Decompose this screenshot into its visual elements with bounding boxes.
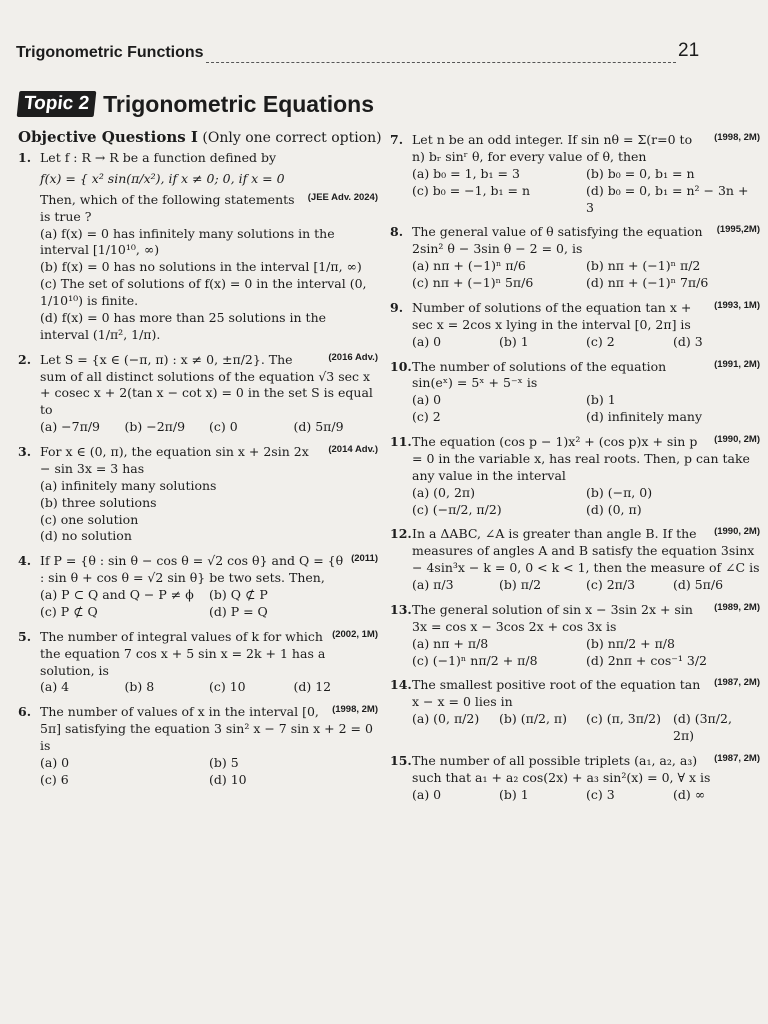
option-d: (d) b₀ = 0, b₁ = n² − 3n + 3 [586,182,749,215]
question-text: In a ΔABC, ∠A is greater than angle B. If the measures of angles A and B satisfy the equation 3sinx − 4sin³x − k = 0, 0 < k < 1, then the measure of ∠C is [412,526,760,576]
question-number: 4. [18,553,32,569]
section-heading [18,128,382,146]
option-c: (c) 2 [586,333,615,349]
question-number: 11. [390,434,412,449]
question-12 [390,526,760,594]
question-6 [18,704,378,788]
question-text: Let n be an odd integer. If sin nθ = Σ(r=0 to n) bᵣ sinʳ θ, for every value of θ, then [412,132,693,164]
option-c: (c) b₀ = −1, b₁ = n [412,182,531,198]
question-source-tag: (1993, 1M) [714,299,760,311]
question-source-tag: (2011) [351,553,378,565]
question-text: Number of solutions of the equation tan x + sec x = 2cos x lying in the interval [0, 2π] is [412,299,692,332]
question-source-tag: (2014 Adv.) [328,444,378,455]
option-b: (b) 1 [586,392,616,408]
option-c: (c) 10 [209,679,246,695]
section-note: (Only one correct option) [202,130,382,146]
question-text: The smallest positive root of the equation tan x − x = 0 lies in [412,677,701,710]
option-c: (c) 3 [586,786,615,802]
question-7 [390,132,760,216]
option-b: (b) 1 [499,333,529,349]
option-d: (d) ∞ [673,786,706,802]
question-5 [18,629,378,697]
question-number: 14. [390,677,412,693]
option-b: (b) 1 [499,786,529,802]
question-8 [390,224,760,292]
option-a: (a) 0 [40,754,70,770]
option-b: (b) b₀ = 0, b₁ = n [586,165,695,181]
option-c: (c) 0 [209,419,238,435]
page-header [16,40,706,70]
option-a: (a) 0 [412,786,442,802]
question-number: 1. [18,150,32,165]
option-c: (c) (π, 3π/2) [586,711,661,727]
option-d: (d) 5π/6 [673,577,724,592]
section-label: Objective Questions I [18,128,198,146]
question-text: Let f : R → R be a function defined by [40,150,277,165]
option-a: (a) 4 [40,679,70,695]
question-2 [18,352,378,436]
option-c: (c) one solution [40,511,139,527]
question-source-tag: (2016 Adv.) [328,351,378,363]
option-a: (a) P ⊂ Q and Q − P ≠ ϕ [40,587,194,602]
question-source-tag: (1987, 2M) [714,752,760,764]
option-d: (d) f(x) = 0 has more than 25 solutions in the interval (1/π², 1/π). [40,309,327,342]
question-source-tag: (1989, 2M) [714,601,760,613]
option-d: (d) 10 [209,771,247,787]
question-source-tag: (1998, 2M) [332,704,378,716]
question-11 [390,434,760,518]
option-d: (d) 2nπ + cos⁻¹ 3/2 [586,652,708,668]
option-d: (d) (3π/2, 2π) [673,711,732,743]
topic-title: Trigonometric Equations [103,90,375,117]
chapter-title: Trigonometric Functions [16,44,204,61]
option-c: (c) nπ + (−1)ⁿ 5π/6 [412,275,534,290]
right-column [390,132,760,812]
option-a: (a) infinitely many solutions [40,477,217,493]
option-b: (b) nπ + (−1)ⁿ π/2 [586,258,701,274]
header-rule [206,62,676,63]
question-number: 13. [390,601,412,617]
option-d: (d) infinitely many [586,409,703,425]
option-d: (d) (0, π) [586,501,642,517]
question-source-tag: (1995,2M) [716,224,760,236]
question-text: Let S = {x ∈ (−π, π) : x ≠ 0, ±π/2}. The sum of all distinct solutions of the equation √3 sec x + cosec x + 2(tan x − cot x) = 0 in the set S is equal to [40,351,373,418]
question-text: The number of integral values of k for which the equation 7 cos x + 5 sin x = 2k + 1 has a solution, is [40,628,326,678]
question-10 [390,359,760,427]
option-a: (a) 0 [412,333,442,349]
question-text-2: Then, which of the following statements is true ? [40,191,295,224]
option-a: (a) (0, 2π) [412,484,476,500]
question-text: The number of all possible triplets (a₁, a₂, a₃) such that a₁ + a₂ cos(2x) + a₃ sin²(x) = 0, ∀ x is [412,752,711,785]
option-c: (c) P ⊄ Q [40,603,98,619]
option-b: (b) −2π/9 [124,419,186,435]
question-source-tag: (1990, 2M) [714,526,760,538]
option-b: (b) 8 [124,679,155,695]
question-text: The number of values of x in the interval [0, 5π] satisfying the equation 3 sin² x − 7 sin x + 2 = 0 is [40,704,373,753]
option-a: (a) nπ + π/8 [412,635,489,651]
question-3 [18,444,378,545]
option-b: (b) f(x) = 0 has no solutions in the interval [1/π, ∞) [40,259,362,275]
option-d: (d) 5π/9 [293,419,344,435]
question-source-tag: (1990, 2M) [714,434,760,445]
question-text: For x ∈ (0, π), the equation sin x + 2sin 2x − sin 3x = 3 has [40,444,309,476]
option-b: (b) (−π, 0) [586,484,653,500]
question-number: 12. [390,526,412,542]
question-number: 3. [18,444,32,459]
question-1 [18,150,378,344]
question-number: 5. [18,628,32,644]
question-number: 8. [390,224,404,240]
option-c: (c) (−1)ⁿ nπ/2 + π/8 [412,652,538,668]
option-d: (d) nπ + (−1)ⁿ 7π/6 [586,275,709,290]
topic-heading [18,88,374,120]
question-15 [390,753,760,804]
question-9 [390,300,760,351]
option-a: (a) f(x) = 0 has infinitely many solutions in the interval [1/10¹⁰, ∞) [40,225,335,258]
option-a: (a) −7π/9 [40,419,100,435]
option-b: (b) π/2 [499,577,542,592]
option-a: (a) nπ + (−1)ⁿ π/6 [412,258,526,274]
question-text: If P = {θ : sin θ − cos θ = √2 cos θ} and Q = {θ : sin θ + cos θ = √2 sin θ} be two sets. Then, [40,553,344,586]
question-14 [390,677,760,745]
option-c: (c) 2 [412,409,441,425]
option-d: (d) 3 [673,333,703,349]
option-b: (b) Q ⊄ P [209,587,268,602]
option-a: (a) π/3 [412,577,454,592]
question-4 [18,553,378,621]
question-source-tag: (2002, 1M) [332,628,378,640]
question-source-tag: (1987, 2M) [714,677,760,689]
question-number: 15. [390,752,412,768]
question-text: The equation (cos p − 1)x² + (cos p)x + sin p = 0 in the variable x, has real roots. Then, p can take any value in the interval [412,434,750,483]
question-source-tag: (1998, 2M) [714,132,760,143]
option-c: (c) 2π/3 [586,577,636,592]
option-d: (d) no solution [40,528,132,544]
option-a: (a) b₀ = 1, b₁ = 3 [412,165,520,181]
topic-badge: Topic 2 [17,91,97,117]
option-c: (c) The set of solutions of f(x) = 0 in the interval (0, 1/10¹⁰) is finite. [40,276,367,308]
question-source-tag: (JEE Adv. 2024) [307,191,378,203]
question-text: The number of solutions of the equation sin(eˣ) = 5ˣ + 5⁻ˣ is [412,358,667,391]
question-number: 9. [390,299,404,315]
option-b: (b) (π/2, π) [499,711,568,727]
option-b: (b) 5 [209,754,239,770]
question-number: 2. [18,351,32,367]
question-source-tag: (1991, 2M) [714,358,760,370]
option-b: (b) three solutions [40,494,157,510]
question-number: 7. [390,132,404,147]
option-c: (c) 6 [40,771,69,787]
question-text: The general value of θ satisfying the equation 2sin² θ − 3sin θ − 2 = 0, is [412,224,703,257]
option-a: (a) (0, π/2) [412,711,480,727]
question-13 [390,602,760,670]
page-number: 21 [678,40,700,61]
option-a: (a) 0 [412,392,442,408]
question-text: The general solution of sin x − 3sin 2x + sin 3x = cos x − 3cos 2x + cos 3x is [412,601,693,634]
question-number: 6. [18,704,32,720]
option-b: (b) nπ/2 + π/8 [586,635,675,651]
question-number: 10. [390,358,412,374]
option-c: (c) (−π/2, π/2) [412,501,502,517]
option-d: (d) P = Q [209,603,268,619]
left-column [18,150,378,797]
question-formula: f(x) = { x² sin(π/x²), if x ≠ 0; 0, if x = 0 [40,170,285,186]
option-d: (d) 12 [293,679,332,695]
